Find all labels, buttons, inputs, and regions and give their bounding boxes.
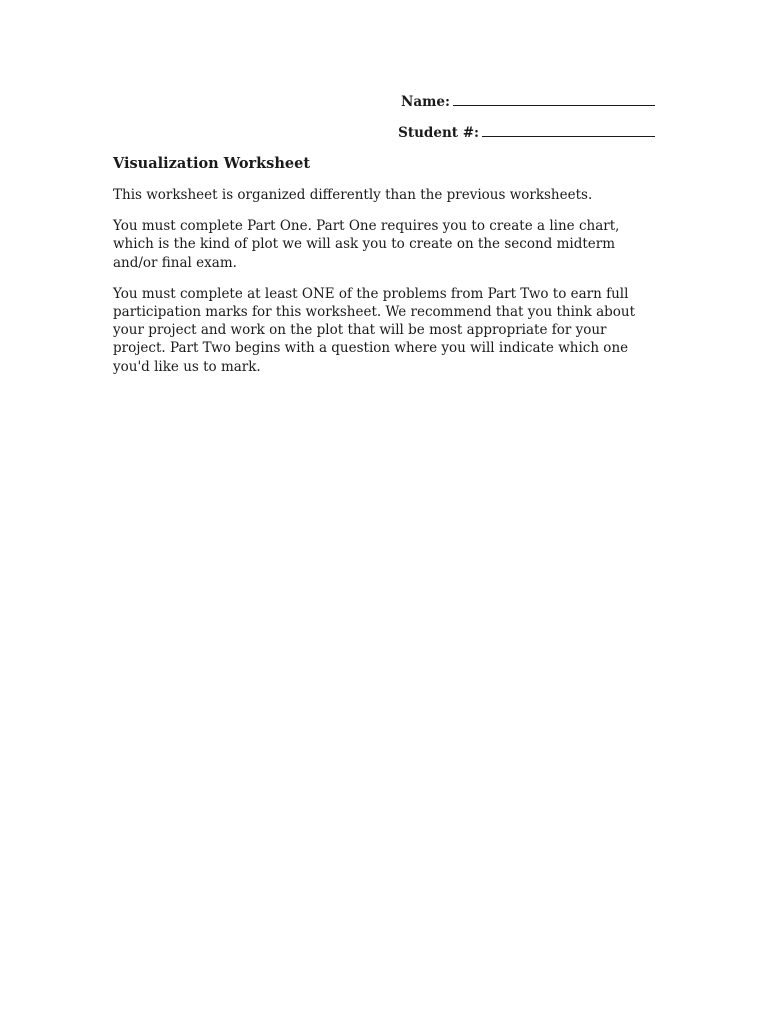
name-field — [401, 93, 655, 111]
student-number-field — [398, 124, 655, 142]
worksheet-body — [113, 155, 658, 389]
worksheet-title: Visualization Worksheet — [113, 155, 311, 172]
name-blank-line — [453, 93, 655, 106]
student-number-blank-line — [482, 124, 655, 137]
student-number-label: Student #: — [398, 125, 479, 141]
intro-paragraph: This worksheet is organized differently than the previous worksheets. — [113, 187, 593, 203]
part-two-paragraph: You must complete at least ONE of the problems from Part Two to earn full participation marks for this worksheet. We recommend that you think about your project and work on the plot that will be most appropriate for your project. Part Two begins with a question where you will indicate which one you'd like us to mark. — [113, 285, 636, 375]
part-one-paragraph: You must complete Part One. Part One requires you to create a line chart, which is the kind of plot we will ask you to create on the second midterm and/or final exam. — [113, 218, 620, 271]
name-label: Name: — [401, 94, 450, 110]
